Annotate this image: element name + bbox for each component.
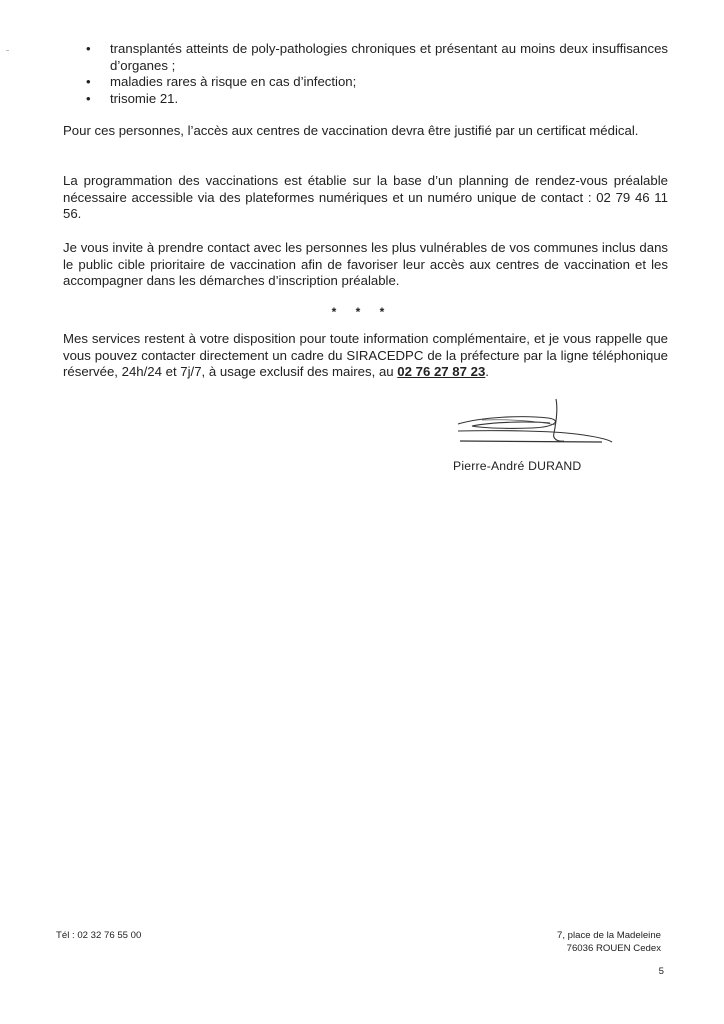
paragraph-contact-vulnerable: Je vous invite à prendre contact avec les personnes les plus vulnérables de vos communes inclus dans le public cible prioritaire de vaccination afin de favoriser leur accès aux centres de vaccination et les accompagner dans les démarches d’inscription préalable. — [63, 240, 668, 288]
list-item — [86, 74, 668, 91]
footer-address — [557, 930, 661, 955]
signature-graphic — [452, 397, 622, 453]
paragraph-vaccination-scheduling: La programmation des vaccinations est établie sur la base d’un planning de rendez-vous préalable nécessaire accessible via des plateformes numériques et un numéro unique de contact : 02 79 46 11 56. — [63, 173, 668, 221]
footer-telephone: Tél : 02 32 76 55 00 — [56, 930, 142, 941]
bullet-symbol: • — [86, 41, 91, 56]
list-item — [86, 41, 668, 74]
signer-name: Pierre-André DURAND — [453, 459, 582, 473]
reserved-phone-number: 02 76 27 87 23 — [397, 364, 486, 379]
section-separator: * * * — [331, 305, 393, 319]
bullet-symbol: • — [86, 90, 91, 106]
scan-mark — [6, 50, 9, 51]
list-item-text: transplantés atteints de poly-pathologies chroniques et présentant au moins deux insuffisances d’organes ; — [110, 41, 668, 73]
paragraph-services-text: Mes services restent à votre disposition pour toute information complémentaire, et je vous rappelle que vous pouvez contacter directement un cadre du SIRACEDPC de la préfecture par la ligne téléphonique réservée, 24h/24 et 7j/7, à usage exclusif des maires, au — [63, 331, 668, 379]
paragraph-medical-certificate: Pour ces personnes, l’accès aux centres de vaccination devra être justifié par un certificat médical. — [63, 123, 639, 138]
bullet-list — [86, 41, 668, 107]
list-item-text: maladies rares à risque en cas d’infection; — [110, 74, 357, 89]
address-line-street: 7, place de la Madeleine — [556, 930, 661, 941]
paragraph-services-contact — [63, 331, 668, 381]
address-line-city: 76036 ROUEN Cedex — [566, 942, 661, 954]
paragraph-services-end: . — [485, 364, 489, 379]
list-item — [86, 91, 668, 108]
page-number: 5 — [658, 966, 664, 977]
bullet-symbol: • — [86, 74, 91, 89]
list-item-text: trisomie 21. — [110, 90, 179, 106]
